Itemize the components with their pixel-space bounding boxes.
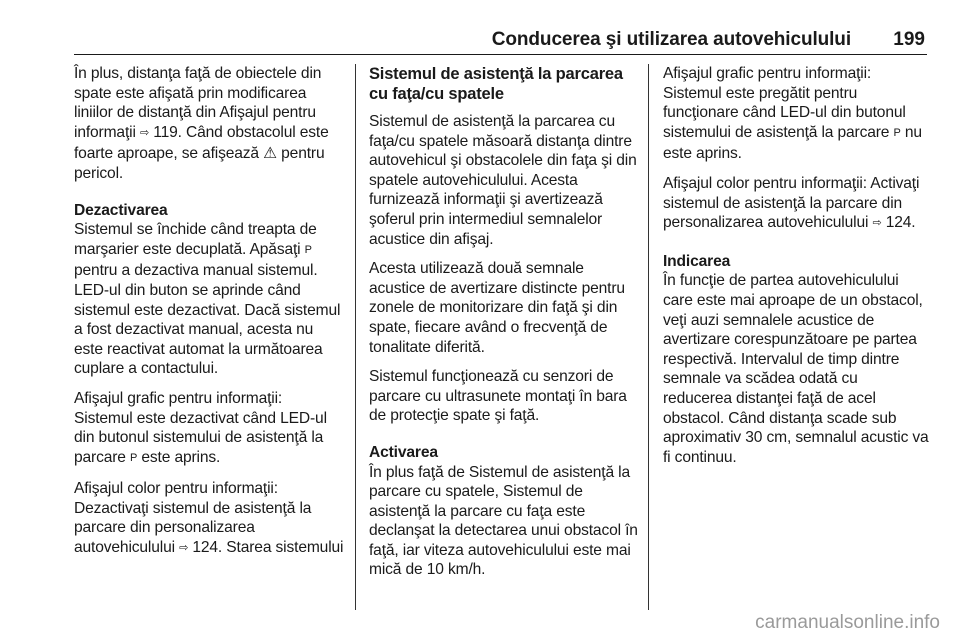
- paragraph: Activarea În plus faţă de Sistemul de asistenţă la parcare cu spatele, Sistemul de asistenţă la parcare cu faţa este declanşat la detectarea unui obstacol în faţă, iar viteza autovehiculului este mai mică de 10 km/h.: [369, 443, 638, 579]
- warning-triangle-icon: ⚠: [263, 145, 277, 163]
- subsection-title: Activarea: [369, 443, 438, 461]
- paragraph: Afişajul color pentru informaţii: Dezactivaţi sistemul de asistenţă la parcare din personalizarea autovehiculului ⇨ 124. Starea sistemului: [74, 479, 344, 559]
- page-reference-icon: ⇨: [139, 126, 150, 139]
- paragraph: Indicarea În funcţie de partea autovehiculului care este mai aproape de un obstacol, veţi auzi semnalele acustice de avertizare corespunzătoare pe partea respectivă. Intervalul de timp dintre semnale va scădea odată cu reducerea distanţei faţă de acel obstacol. Când distanţa scade sub aproximativ 30 cm, semnalul acustic va fi continuu.: [663, 252, 929, 466]
- column-2: [369, 64, 638, 590]
- paragraph: Afişajul color pentru informaţii: Activaţi sistemul de asistenţă la parcare din personalizarea autovehiculului ⇨ 124.: [663, 174, 929, 235]
- column-divider: [648, 64, 649, 610]
- page-number: 199: [893, 29, 925, 50]
- paragraph: Dezactivarea Sistemul se închide când treapta de marşarier este decuplată. Apăsaţi P pentru a dezactiva manual sistemul. LED-ul din buton se aprinde când sistemul este dezactivat. Dacă sistemul a fost dezactivat manual, acesta nu este reactivat automat la următoarea cuplare a contactului.: [74, 201, 344, 379]
- parking-assist-button-icon: P: [893, 126, 901, 139]
- paragraph: În plus, distanţa faţă de obiectele din spate este afişată prin modificarea liniilor de distanţă din Afişajul pentru informaţii ⇨ 119. Când obstacolul este foarte aproape, se afişează ⚠ pentru pericol.: [74, 65, 329, 182]
- page-reference-icon: ⇨: [179, 542, 189, 555]
- paragraph: Sistemul funcţionează cu senzori de parcare cu ultrasunete montaţi în bara de protecţie spate şi faţă.: [369, 368, 627, 425]
- column-3: [663, 64, 929, 477]
- section-title: Sistemul de asistenţă la parcarea cu faţa/cu spatele: [369, 65, 623, 103]
- paragraph: Sistemul de asistenţă la parcarea cu faţa/cu spatele măsoară distanţa dintre autovehicul şi obstacolele din faţa şi din spatele autovehiculului. Acesta furnizează informaţii şi avertizează şoferul prin intermediul semnalelor acustice din afişaj.: [369, 113, 637, 248]
- paragraph: Acesta utilizează două semnale acustice de avertizare distincte pentru zonele de monitorizare din faţă şi din spate, fiecare având o frecvenţă de tonalitate diferită.: [369, 260, 625, 356]
- parking-assist-button-icon: P: [304, 243, 312, 256]
- subsection-title: Dezactivarea: [74, 201, 168, 219]
- page-header: [74, 24, 927, 55]
- subsection-title: Indicarea: [663, 252, 731, 270]
- paragraph: Afişajul grafic pentru informaţii: Sistemul este pregătit pentru funcţionare când LED-ul din butonul sistemului de asistenţă la parcare P nu este aprins.: [663, 65, 922, 163]
- header-title: Conducerea şi utilizarea autovehiculului: [491, 29, 851, 50]
- page-reference-icon: ⇨: [872, 217, 882, 230]
- column-1: [74, 64, 344, 570]
- watermark: carmanualsonline.info: [755, 612, 940, 633]
- paragraph: Afişajul grafic pentru informaţii: Sistemul este dezactivat când LED-ul din butonul sistemului de asistenţă la parcare P este aprins.: [74, 389, 344, 469]
- parking-assist-button-icon: P: [130, 451, 138, 464]
- column-divider: [355, 64, 356, 610]
